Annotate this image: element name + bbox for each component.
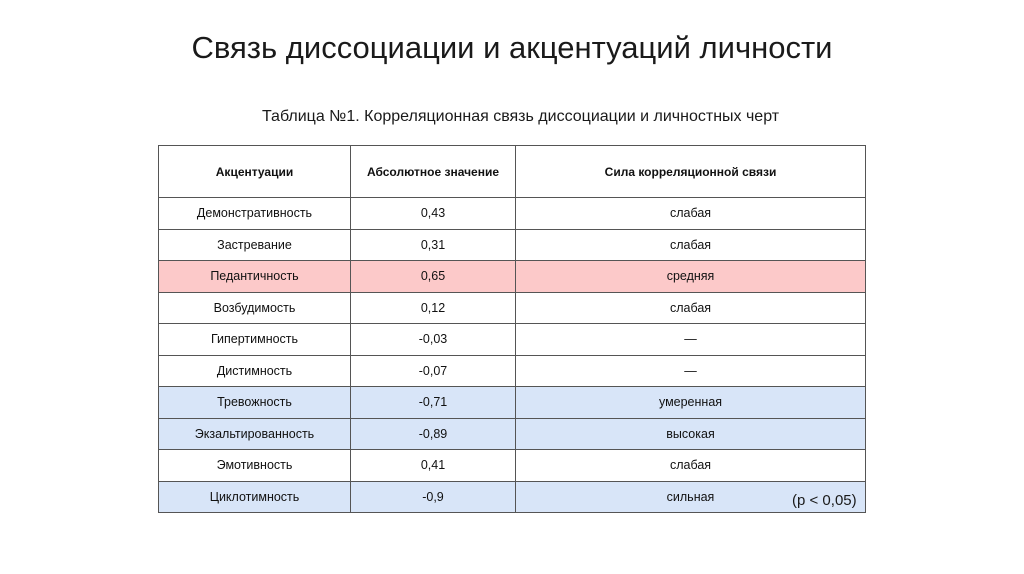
table-header-row: [159, 146, 866, 198]
strength-cell: слабая: [516, 229, 866, 261]
table-row: [159, 292, 866, 324]
value-cell: -0,71: [351, 387, 516, 419]
strength-cell: слабая: [516, 198, 866, 230]
table-caption: Таблица №1. Корреляционная связь диссоциации и личностных черт: [262, 108, 780, 125]
accentuation-cell: Гипертимность: [159, 324, 351, 356]
significance-note: (p < 0,05): [792, 492, 857, 509]
strength-cell: умеренная: [516, 387, 866, 419]
table-row: [159, 324, 866, 356]
value-cell: -0,07: [351, 355, 516, 387]
strength-cell: высокая: [516, 418, 866, 450]
accentuation-cell: Тревожность: [159, 387, 351, 419]
table-row: [159, 481, 866, 513]
table-row: [159, 355, 866, 387]
value-cell: 0,43: [351, 198, 516, 230]
table-row: [159, 450, 866, 482]
accentuation-cell: Возбудимость: [159, 292, 351, 324]
table-body: [159, 198, 866, 513]
accentuation-cell: Эмотивность: [159, 450, 351, 482]
accentuation-cell: Циклотимность: [159, 481, 351, 513]
header-correlation-strength: Сила корреляционной связи: [516, 146, 866, 198]
header-absolute-value: Абсолютное значение: [351, 146, 516, 198]
accentuation-cell: Педантичность: [159, 261, 351, 293]
table-row: [159, 387, 866, 419]
strength-cell: сильная: [516, 481, 866, 513]
strength-cell: слабая: [516, 292, 866, 324]
value-cell: -0,89: [351, 418, 516, 450]
value-cell: 0,31: [351, 229, 516, 261]
strength-cell: слабая: [516, 450, 866, 482]
strength-cell: —: [516, 324, 866, 356]
strength-cell: —: [516, 355, 866, 387]
accentuation-cell: Застревание: [159, 229, 351, 261]
value-cell: -0,9: [351, 481, 516, 513]
value-cell: -0,03: [351, 324, 516, 356]
slide-title: Связь диссоциации и акцентуаций личности: [191, 30, 833, 65]
table-row: [159, 229, 866, 261]
accentuation-cell: Дистимность: [159, 355, 351, 387]
correlation-table: [158, 145, 866, 513]
accentuation-cell: Экзальтированность: [159, 418, 351, 450]
table-row: [159, 198, 866, 230]
strength-cell: средняя: [516, 261, 866, 293]
accentuation-cell: Демонстративность: [159, 198, 351, 230]
value-cell: 0,41: [351, 450, 516, 482]
value-cell: 0,12: [351, 292, 516, 324]
table-row: [159, 418, 866, 450]
table-row: [159, 261, 866, 293]
header-accentuation: Акцентуации: [159, 146, 351, 198]
value-cell: 0,65: [351, 261, 516, 293]
